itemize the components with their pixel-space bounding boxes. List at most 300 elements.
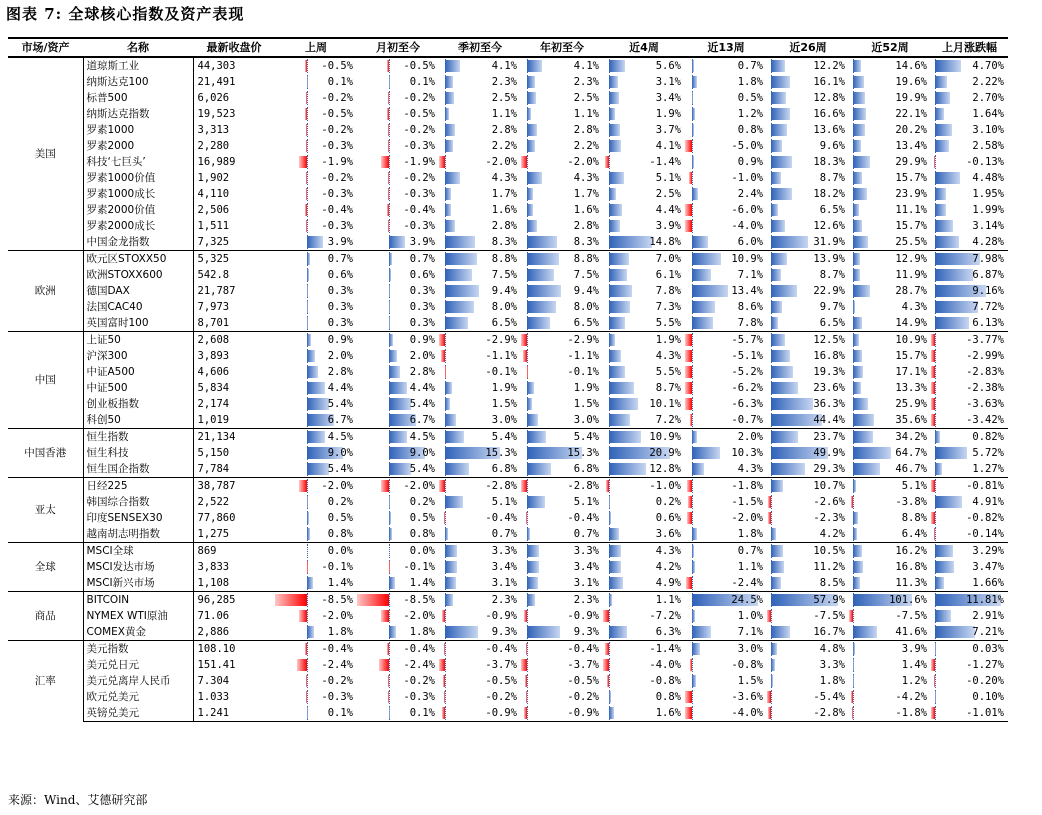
perf-value: 1.95%	[972, 188, 1004, 200]
perf-cell	[275, 74, 357, 90]
perf-value: 0.6%	[655, 512, 681, 524]
perf-cell	[931, 283, 1008, 299]
perf-cell	[767, 494, 849, 510]
perf-value: 2.22%	[972, 76, 1004, 88]
positive-bar	[853, 301, 855, 313]
perf-value: 3.1%	[655, 76, 681, 88]
perf-cell	[685, 461, 767, 478]
perf-cell	[849, 559, 931, 575]
perf-cell	[521, 673, 603, 689]
perf-value: 1.7%	[573, 188, 599, 200]
perf-value: 15.7%	[895, 220, 927, 232]
negative-bar	[388, 140, 389, 152]
perf-cell	[767, 575, 849, 592]
perf-cell	[767, 412, 849, 429]
perf-cell	[439, 543, 521, 560]
negative-bar	[685, 366, 692, 378]
bar-axis	[692, 365, 693, 379]
header-close: 最新收盘价	[193, 38, 275, 57]
perf-cell	[521, 641, 603, 658]
perf-value: 2.0%	[737, 431, 763, 443]
negative-bar	[690, 414, 692, 426]
perf-cell	[931, 170, 1008, 186]
perf-value: 0.1%	[409, 76, 435, 88]
perf-value: 8.8%	[573, 253, 599, 265]
perf-cell	[603, 624, 685, 641]
perf-value: 4.3%	[655, 350, 681, 362]
close-price: 21,491	[197, 76, 236, 88]
close-price: 71.06	[197, 610, 230, 622]
bar-axis	[445, 511, 446, 525]
asset-name: 日经225	[83, 478, 193, 495]
header-4w: 近4周	[603, 38, 685, 57]
positive-bar	[609, 60, 625, 72]
perf-value: 5.4%	[573, 431, 599, 443]
negative-bar	[685, 220, 692, 232]
perf-cell	[521, 380, 603, 396]
positive-bar	[389, 577, 395, 589]
bar-axis	[609, 609, 610, 623]
perf-value: -6.0%	[731, 204, 763, 216]
positive-bar	[389, 301, 390, 313]
perf-value: 7.72%	[972, 301, 1004, 313]
perf-value: 4.3%	[491, 172, 517, 184]
perf-cell	[849, 494, 931, 510]
perf-cell	[521, 429, 603, 446]
negative-bar	[931, 707, 935, 719]
perf-cell	[439, 299, 521, 315]
perf-value: 0.1%	[327, 76, 353, 88]
negative-bar	[521, 659, 527, 671]
perf-cell	[931, 412, 1008, 429]
perf-cell	[603, 412, 685, 429]
perf-cell	[439, 315, 521, 332]
negative-bar	[388, 92, 389, 104]
positive-bar	[445, 204, 451, 216]
perf-cell	[357, 299, 439, 315]
negative-bar	[306, 691, 307, 703]
positive-bar	[692, 108, 695, 120]
perf-cell	[685, 705, 767, 722]
perf-cell	[439, 154, 521, 170]
perf-value: 25.9%	[895, 398, 927, 410]
positive-bar	[307, 707, 308, 719]
perf-value: 1.9%	[655, 334, 681, 346]
perf-value: 1.5%	[491, 398, 517, 410]
negative-bar	[934, 156, 935, 168]
positive-bar	[853, 512, 858, 524]
table-row	[8, 592, 1008, 609]
perf-value: -0.2%	[321, 92, 353, 104]
perf-cell	[439, 364, 521, 380]
perf-cell	[275, 234, 357, 251]
perf-cell	[603, 608, 685, 624]
perf-value: 9.0%	[409, 447, 435, 459]
asset-name: MSCI发达市场	[83, 559, 193, 575]
positive-bar	[771, 140, 782, 152]
perf-value: -0.4%	[567, 643, 599, 655]
perf-cell	[521, 348, 603, 364]
positive-bar	[853, 156, 870, 168]
perf-value: 7.0%	[655, 253, 681, 265]
perf-cell	[767, 202, 849, 218]
perf-cell	[357, 429, 439, 446]
perf-cell	[685, 186, 767, 202]
perf-value: 6.1%	[655, 269, 681, 281]
perf-cell	[275, 218, 357, 234]
perf-value: 14.9%	[895, 317, 927, 329]
perf-value: 2.3%	[491, 76, 517, 88]
positive-bar	[445, 577, 456, 589]
perf-cell	[931, 445, 1008, 461]
close-price: 2,506	[197, 204, 230, 216]
perf-value: 13.4%	[731, 285, 763, 297]
perf-cell	[767, 396, 849, 412]
perf-cell	[603, 74, 685, 90]
perf-cell	[521, 315, 603, 332]
negative-bar	[931, 366, 935, 378]
perf-cell	[357, 364, 439, 380]
perf-cell	[439, 641, 521, 658]
asset-name: 法国CAC40	[83, 299, 193, 315]
negative-bar	[931, 398, 935, 410]
negative-bar	[387, 204, 389, 216]
perf-value: 1.6%	[491, 204, 517, 216]
positive-bar	[307, 317, 308, 329]
bar-axis	[389, 139, 390, 153]
perf-value: 16.7%	[813, 626, 845, 638]
positive-bar	[527, 431, 546, 443]
bar-axis	[445, 155, 446, 169]
positive-bar	[307, 496, 308, 508]
perf-value: 2.0%	[327, 350, 353, 362]
perf-cell	[931, 559, 1008, 575]
close-price: 2,886	[197, 626, 230, 638]
perf-value: 3.10%	[972, 124, 1004, 136]
perf-cell	[849, 251, 931, 268]
bar-axis	[692, 349, 693, 363]
bar-axis	[527, 609, 528, 623]
negative-bar	[931, 480, 935, 492]
positive-bar	[692, 431, 697, 443]
perf-cell	[685, 57, 767, 74]
perf-value: -1.1%	[485, 350, 517, 362]
perf-cell	[849, 641, 931, 658]
perf-cell	[931, 429, 1008, 446]
close-price: 1,019	[197, 414, 230, 426]
perf-cell	[439, 57, 521, 74]
perf-cell	[931, 461, 1008, 478]
positive-bar	[445, 496, 463, 508]
positive-bar	[527, 60, 542, 72]
perf-value: -0.2%	[403, 172, 435, 184]
perf-value: 2.8%	[491, 220, 517, 232]
positive-bar	[445, 269, 472, 281]
positive-bar	[935, 172, 960, 184]
perf-cell	[685, 657, 767, 673]
perf-value: 0.8%	[409, 528, 435, 540]
positive-bar	[853, 350, 862, 362]
perf-value: -0.3%	[321, 140, 353, 152]
positive-bar	[445, 398, 450, 410]
negative-bar	[685, 707, 692, 719]
table-row	[8, 429, 1008, 446]
positive-bar	[527, 414, 538, 426]
perf-cell	[439, 673, 521, 689]
close-price: 5,325	[193, 251, 275, 268]
perf-cell	[521, 478, 603, 495]
perf-value: -1.9%	[321, 156, 353, 168]
perf-value: 0.10%	[972, 691, 1004, 703]
perf-value: 4.28%	[972, 236, 1004, 248]
positive-bar	[935, 496, 962, 508]
positive-bar	[853, 172, 862, 184]
perf-cell	[275, 122, 357, 138]
close-price: 151.41	[197, 659, 236, 671]
perf-cell	[931, 138, 1008, 154]
perf-cell	[685, 348, 767, 364]
perf-cell	[603, 332, 685, 349]
perf-cell	[767, 478, 849, 495]
perf-value: 3.9%	[327, 236, 353, 248]
perf-cell	[275, 641, 357, 658]
bar-axis	[307, 690, 308, 704]
positive-bar	[527, 172, 542, 184]
perf-value: 6.7%	[327, 414, 353, 426]
positive-bar	[609, 76, 618, 88]
perf-value: 4.91%	[972, 496, 1004, 508]
perf-cell	[439, 218, 521, 234]
perf-cell	[439, 689, 521, 705]
bar-axis	[445, 642, 446, 656]
perf-value: 4.8%	[819, 643, 845, 655]
bar-axis	[692, 658, 693, 672]
table-row	[8, 494, 1008, 510]
negative-bar	[305, 108, 307, 120]
positive-bar	[445, 463, 469, 475]
perf-cell	[357, 218, 439, 234]
close-price: 16,989	[197, 156, 236, 168]
market-label: 中国	[8, 332, 83, 429]
perf-cell	[767, 251, 849, 268]
perf-value: 8.7%	[819, 269, 845, 281]
perf-cell	[931, 299, 1008, 315]
perf-value: 3.1%	[491, 577, 517, 589]
perf-cell	[521, 543, 603, 560]
perf-cell	[603, 396, 685, 412]
perf-cell	[275, 412, 357, 429]
perf-value: 4.4%	[327, 382, 353, 394]
market-label: 商品	[8, 592, 83, 641]
positive-bar	[771, 626, 790, 638]
asset-name: MSCI新兴市场	[83, 575, 193, 592]
positive-bar	[853, 577, 860, 589]
negative-bar	[441, 350, 445, 362]
positive-bar	[853, 366, 863, 378]
perf-cell	[439, 202, 521, 218]
perf-cell	[849, 445, 931, 461]
perf-cell	[275, 592, 357, 609]
bar-axis	[307, 609, 308, 623]
close-price: 7,325	[197, 236, 230, 248]
perf-cell	[275, 106, 357, 122]
perf-cell	[357, 380, 439, 396]
negative-bar	[851, 496, 853, 508]
perf-cell	[685, 445, 767, 461]
perf-cell	[931, 526, 1008, 543]
perf-cell	[849, 170, 931, 186]
perf-value: 10.9%	[731, 253, 763, 265]
positive-bar	[935, 108, 944, 120]
asset-name: 中证500	[83, 380, 193, 396]
perf-value: 9.3%	[491, 626, 517, 638]
perf-cell	[521, 592, 603, 609]
perf-value: 4.70%	[972, 60, 1004, 72]
bar-axis	[935, 674, 936, 688]
perf-value: 41.6%	[895, 626, 927, 638]
perf-cell	[439, 251, 521, 268]
perf-value: 1.9%	[655, 108, 681, 120]
perf-value: -2.0%	[321, 480, 353, 492]
perf-value: 3.14%	[972, 220, 1004, 232]
negative-bar	[439, 480, 445, 492]
negative-bar	[526, 643, 527, 655]
perf-value: -2.9%	[485, 334, 517, 346]
perf-cell	[603, 57, 685, 74]
perf-cell	[603, 170, 685, 186]
perf-value: -4.0%	[649, 659, 681, 671]
perf-value: -0.2%	[321, 172, 353, 184]
perf-value: 57.9%	[813, 594, 845, 606]
perf-cell	[767, 299, 849, 315]
perf-value: 5.1%	[901, 480, 927, 492]
perf-value: 12.5%	[813, 334, 845, 346]
perf-value: 11.2%	[813, 561, 845, 573]
perf-cell	[767, 332, 849, 349]
perf-value: 0.8%	[737, 124, 763, 136]
perf-value: 2.58%	[972, 140, 1004, 152]
positive-bar	[527, 317, 550, 329]
negative-bar	[767, 691, 771, 703]
perf-value: -0.3%	[403, 188, 435, 200]
perf-value: 7.8%	[737, 317, 763, 329]
perf-cell	[357, 234, 439, 251]
perf-cell	[521, 624, 603, 641]
perf-value: 7.2%	[655, 414, 681, 426]
bar-axis	[445, 609, 446, 623]
market-label: 欧洲	[8, 251, 83, 332]
perf-cell	[849, 526, 931, 543]
perf-value: 19.3%	[813, 366, 845, 378]
negative-bar	[305, 643, 307, 655]
positive-bar	[609, 140, 621, 152]
perf-value: 12.8%	[649, 463, 681, 475]
negative-bar	[379, 659, 389, 671]
positive-bar	[609, 269, 627, 281]
asset-name: 美元指数	[83, 641, 193, 658]
negative-bar	[931, 382, 935, 394]
perf-value: 6.5%	[819, 317, 845, 329]
close-price: 2,174	[197, 398, 230, 410]
perf-cell	[767, 461, 849, 478]
positive-bar	[445, 561, 457, 573]
perf-value: 25.5%	[895, 236, 927, 248]
perf-value: -0.5%	[403, 108, 435, 120]
positive-bar	[609, 707, 614, 719]
perf-cell	[931, 657, 1008, 673]
perf-value: -1.4%	[649, 156, 681, 168]
market-label: 全球	[8, 543, 83, 592]
perf-value: 0.0%	[409, 545, 435, 557]
asset-name: NYMEX WTI原油	[83, 608, 193, 624]
bar-axis	[935, 381, 936, 395]
negative-bar	[444, 691, 445, 703]
table-row	[8, 705, 1008, 722]
positive-bar	[771, 463, 805, 475]
negative-bar	[387, 108, 389, 120]
positive-bar	[853, 108, 866, 120]
perf-cell	[357, 283, 439, 299]
perf-value: -8.5%	[403, 594, 435, 606]
perf-value: -0.4%	[485, 643, 517, 655]
asset-name: MSCI全球	[83, 543, 193, 560]
perf-value: 4.5%	[409, 431, 435, 443]
positive-bar	[445, 76, 453, 88]
close-price: 1,902	[197, 172, 230, 184]
perf-cell	[603, 348, 685, 364]
perf-cell	[767, 106, 849, 122]
perf-value: 2.2%	[491, 140, 517, 152]
positive-bar	[609, 626, 627, 638]
positive-bar	[307, 285, 308, 297]
positive-bar	[692, 643, 700, 655]
perf-value: 0.7%	[491, 528, 517, 540]
negative-bar	[299, 610, 307, 622]
header-qtd: 季初至今	[439, 38, 521, 57]
positive-bar	[692, 188, 698, 200]
bar-axis	[389, 203, 390, 217]
perf-value: 5.4%	[409, 463, 435, 475]
bar-axis	[389, 479, 390, 493]
perf-cell	[685, 251, 767, 268]
perf-cell	[603, 267, 685, 283]
perf-value: 10.1%	[649, 398, 681, 410]
perf-cell	[685, 299, 767, 315]
perf-cell	[357, 461, 439, 478]
positive-bar	[692, 60, 694, 72]
perf-cell	[439, 445, 521, 461]
perf-value: -0.9%	[485, 707, 517, 719]
perf-cell	[275, 624, 357, 641]
positive-bar	[692, 92, 693, 104]
positive-bar	[307, 382, 325, 394]
bar-axis	[307, 187, 308, 201]
perf-cell	[357, 251, 439, 268]
positive-bar	[527, 140, 535, 152]
positive-bar	[771, 382, 798, 394]
table-row	[8, 106, 1008, 122]
perf-value: 0.0%	[327, 545, 353, 557]
positive-bar	[692, 528, 697, 540]
positive-bar	[389, 317, 390, 329]
perf-value: 1.1%	[491, 108, 517, 120]
perf-cell	[603, 445, 685, 461]
perf-value: -0.2%	[403, 124, 435, 136]
bar-axis	[609, 658, 610, 672]
positive-bar	[609, 253, 629, 265]
close-price: 7.304	[197, 675, 230, 687]
negative-bar	[689, 172, 692, 184]
